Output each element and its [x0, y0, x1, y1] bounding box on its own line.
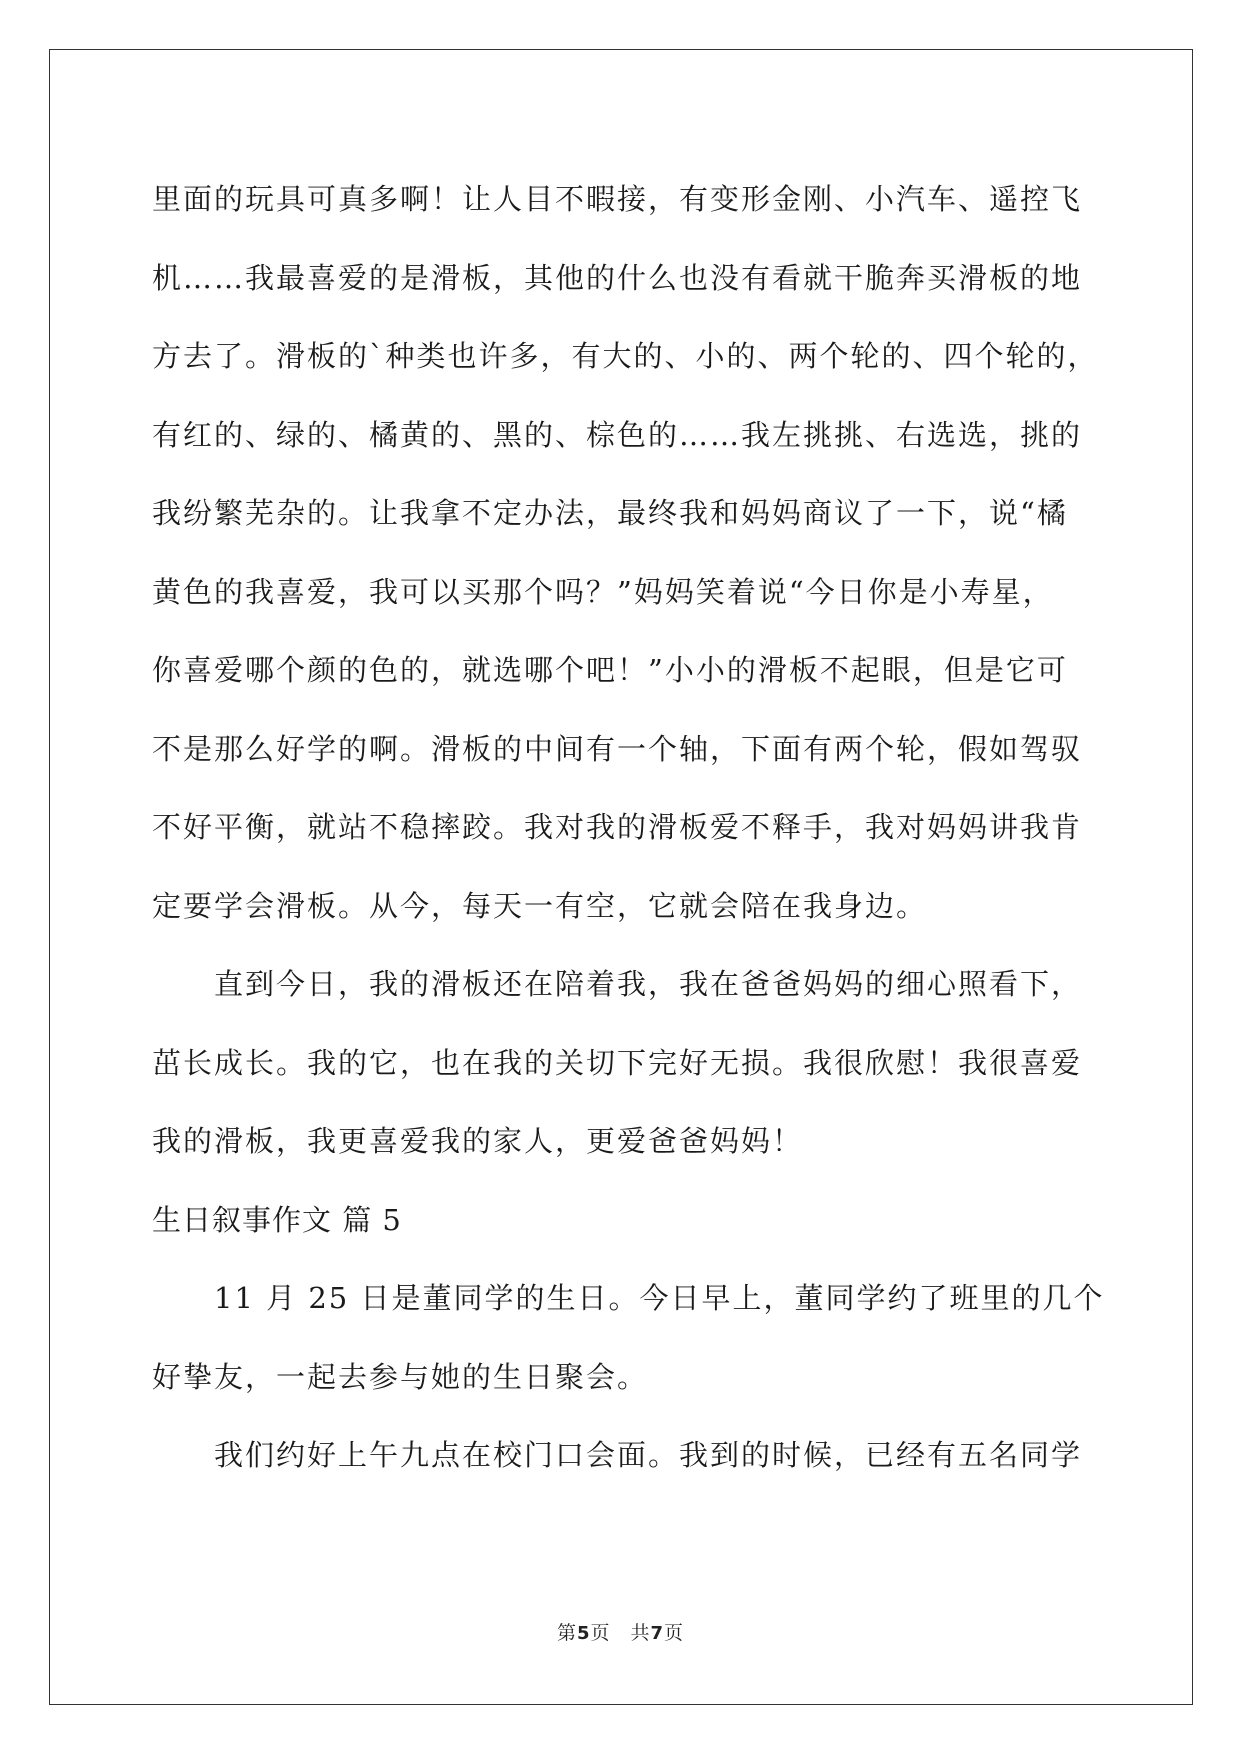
text-line: 黄色的我喜爱，我可以买那个吗？”妈妈笑着说“今日你是小寿星， — [152, 574, 1054, 609]
footer-mid: 页 共 — [590, 1622, 651, 1644]
paragraph-start-line: 11 月 25 日是董同学的生日。今日早上，董同学约了班里的几个 — [214, 1281, 1105, 1315]
text-line: 好挚友，一起去参与她的生日聚会。 — [152, 1359, 649, 1394]
page-footer — [0, 1618, 1241, 1645]
text-line: 你喜爱哪个颜的色的，就选哪个吧！”小小的滑板不起眼，但是它可 — [152, 653, 1068, 687]
text-line: 有红的、绿的、橘黄的、黑的、棕色的……我左挑挑、右选选，挑的 — [152, 417, 1083, 452]
footer-prefix: 第 — [556, 1622, 577, 1644]
section-heading: 生日叙事作文 篇 5 — [152, 1202, 402, 1237]
paragraph-start-line: 我们约好上午九点在校门口会面。我到的时候，已经有五名同学 — [214, 1438, 1083, 1472]
text-line: 定要学会滑板。从今，每天一有空，它就会陪在我身边。 — [152, 888, 928, 923]
text-line: 我纷繁芜杂的。让我拿不定办法，最终我和妈妈商议了一下，说“橘 — [152, 496, 1068, 530]
text-line: 方去了。滑板的`种类也许多，有大的、小的、两个轮的、四个轮的， — [152, 339, 1099, 373]
text-line: 不是那么好学的啊。滑板的中间有一个轴，下面有两个轮，假如驾驭 — [152, 731, 1083, 766]
current-page-number: 5 — [576, 1623, 591, 1644]
text-line: 茁长成长。我的它，也在我的关切下完好无损。我很欣慰！我很喜爱 — [152, 1045, 1083, 1080]
footer-suffix: 页 — [664, 1622, 685, 1644]
paragraph-start-line: 直到今日，我的滑板还在陪着我，我在爸爸妈妈的细心照看下， — [214, 967, 1083, 1001]
text-line: 机……我最喜爱的是滑板，其他的什么也没有看就干脆奔买滑板的地 — [152, 260, 1083, 295]
document-body — [152, 160, 1105, 1495]
text-line: 我的滑板，我更喜爱我的家人，更爱爸爸妈妈！ — [152, 1124, 804, 1158]
text-line: 不好平衡，就站不稳摔跤。我对我的滑板爱不释手，我对妈妈讲我肯 — [152, 810, 1083, 844]
total-page-number: 7 — [650, 1623, 665, 1644]
text-line: 里面的玩具可真多啊！让人目不暇接，有变形金刚、小汽车、遥控飞 — [152, 182, 1083, 216]
